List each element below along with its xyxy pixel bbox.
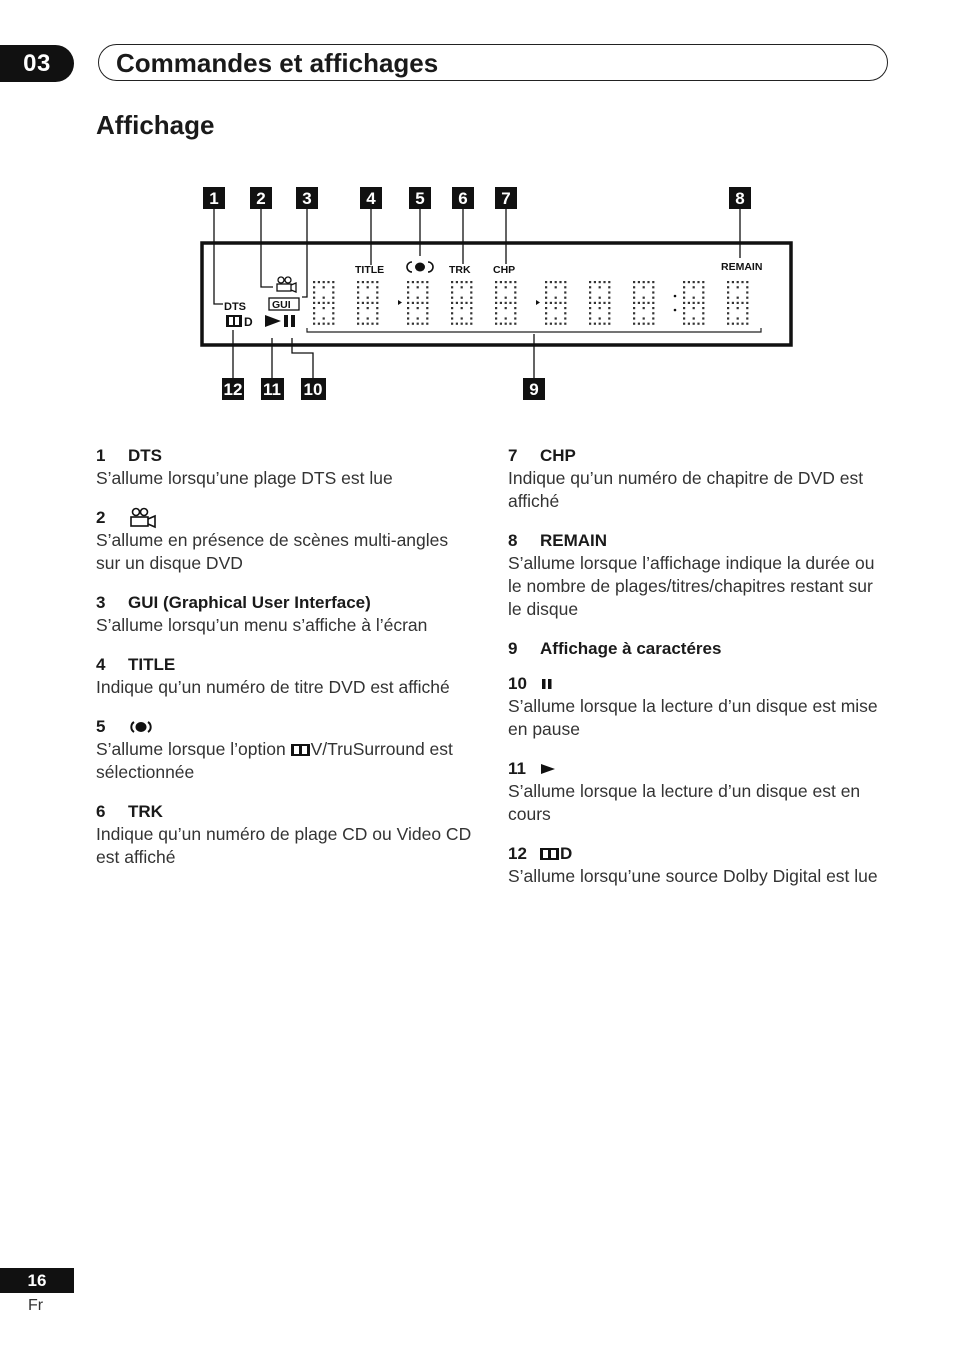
item-number: 3 <box>96 593 106 612</box>
item-description: Indique qu’un numéro de plage CD ou Video CD est affiché <box>96 824 472 867</box>
item-label: GUI (Graphical User Interface) <box>128 593 371 612</box>
chapter-number: 03 <box>23 49 51 77</box>
character-cell <box>407 281 428 325</box>
legend-item-4 <box>96 653 476 699</box>
remain-indicator: REMAIN <box>721 261 763 273</box>
callout-8: 8 <box>735 189 745 208</box>
item-number: 7 <box>508 446 518 465</box>
multi-angle-indicator-icon <box>277 277 296 292</box>
pause-indicator-icon-right <box>291 315 295 327</box>
item-label: D <box>560 844 573 863</box>
item-description: S’allume lorsqu’une source Dolby Digital est lue <box>508 866 878 886</box>
callout-11: 11 <box>263 380 281 399</box>
item-description: Indique qu’un numéro de titre DVD est affiché <box>96 677 450 697</box>
item-description <box>96 738 476 784</box>
multi-angle-camera-icon <box>128 507 158 529</box>
title-indicator: TITLE <box>355 264 385 276</box>
play-indicator-icon <box>265 315 281 327</box>
page-language: Fr <box>28 1297 44 1314</box>
page-number-tab <box>0 1268 74 1293</box>
item-number: 9 <box>508 639 518 658</box>
callout-9: 9 <box>529 380 539 399</box>
item-number: 10 <box>508 674 527 693</box>
dolby-double-d-icon <box>291 743 311 757</box>
character-cell <box>313 281 334 325</box>
front-panel-display-diagram <box>195 180 805 405</box>
item-label: REMAIN <box>540 531 608 550</box>
item-number: 12 <box>508 844 527 863</box>
character-cell <box>589 281 610 325</box>
legend-item-3 <box>96 591 476 637</box>
item-description-prefix: S’allume lorsque l’option <box>96 739 291 759</box>
pause-icon <box>540 677 554 691</box>
legend-item-5 <box>96 715 476 784</box>
character-display <box>313 281 748 325</box>
character-cell <box>633 281 654 325</box>
item-description: S’allume lorsqu’une plage DTS est lue <box>96 468 393 488</box>
callout-3: 3 <box>302 189 312 208</box>
item-label: TITLE <box>128 655 176 674</box>
item-description: S’allume lorsque la lecture d’un disque est en cours <box>508 781 861 824</box>
item-label: Affichage à caractéres <box>540 639 722 658</box>
virtual-surround-indicator-icon <box>407 262 433 272</box>
item-description: S’allume lorsque la lecture d’un disque est mise en pause <box>508 696 878 739</box>
section-title: Affichage <box>96 110 215 140</box>
dolby-d-indicator: D <box>244 315 253 329</box>
item-description: S’allume en présence de scènes multi-angles sur un disque DVD <box>96 530 449 573</box>
legend-right-column <box>508 444 888 904</box>
callout-7: 7 <box>501 189 511 208</box>
item-number: 1 <box>96 446 106 465</box>
legend-item-9 <box>508 637 888 660</box>
character-display-bracket <box>307 328 761 332</box>
legend-item-12 <box>508 842 888 888</box>
item-description: Indique qu’un numéro de chapitre de DVD est affiché <box>508 468 864 511</box>
callout-6: 6 <box>458 189 468 208</box>
character-cell <box>451 281 472 325</box>
item-description: S’allume lorsqu’un menu s’affiche à l’écran <box>96 615 428 635</box>
chp-indicator: CHP <box>493 264 516 276</box>
callout-4: 4 <box>366 189 376 208</box>
legend-item-1 <box>96 444 476 490</box>
legend-item-8 <box>508 529 888 621</box>
callout-5: 5 <box>415 189 425 208</box>
callout-12: 12 <box>223 380 243 399</box>
callout-10: 10 <box>303 380 323 399</box>
item-number: 2 <box>96 508 106 527</box>
pause-indicator-icon-left <box>284 315 288 327</box>
display-frame <box>202 243 791 345</box>
legend-item-2 <box>96 506 476 575</box>
item-label: DTS <box>128 446 162 465</box>
item-number: 4 <box>96 655 106 674</box>
character-cell <box>683 281 704 325</box>
legend-item-11 <box>508 757 888 826</box>
item-number: 11 <box>508 759 526 778</box>
callout-1: 1 <box>209 189 219 208</box>
item-number: 6 <box>96 802 106 821</box>
dolby-digital-indicator-icon <box>226 315 242 327</box>
item-description-suffix: V/TruSurround est sélectionnée <box>96 739 453 782</box>
character-cell <box>727 281 748 325</box>
character-cell <box>545 281 566 325</box>
dolby-digital-icon <box>540 847 560 861</box>
chapter-title: Commandes et affichages <box>116 48 439 78</box>
chapter-number-tab <box>0 45 74 82</box>
item-number: 5 <box>96 717 106 736</box>
legend-item-7 <box>508 444 888 513</box>
legend-item-6 <box>96 800 476 869</box>
character-cell <box>495 281 516 325</box>
legend-left-column <box>96 444 476 885</box>
dts-indicator: DTS <box>224 301 246 313</box>
item-description: S’allume lorsque l’affichage indique la durée ou le nombre de plages/titres/chapitres restant sur le disque <box>508 553 875 619</box>
page-number: 16 <box>27 1270 47 1290</box>
item-label: CHP <box>540 446 576 465</box>
item-number: 8 <box>508 531 518 550</box>
item-label: TRK <box>128 802 163 821</box>
virtual-surround-icon <box>128 719 154 735</box>
trk-indicator: TRK <box>449 264 471 276</box>
callout-2: 2 <box>256 189 266 208</box>
gui-indicator: GUI <box>272 299 291 311</box>
play-icon <box>540 762 556 776</box>
character-cell <box>357 281 378 325</box>
legend-item-10 <box>508 672 888 741</box>
